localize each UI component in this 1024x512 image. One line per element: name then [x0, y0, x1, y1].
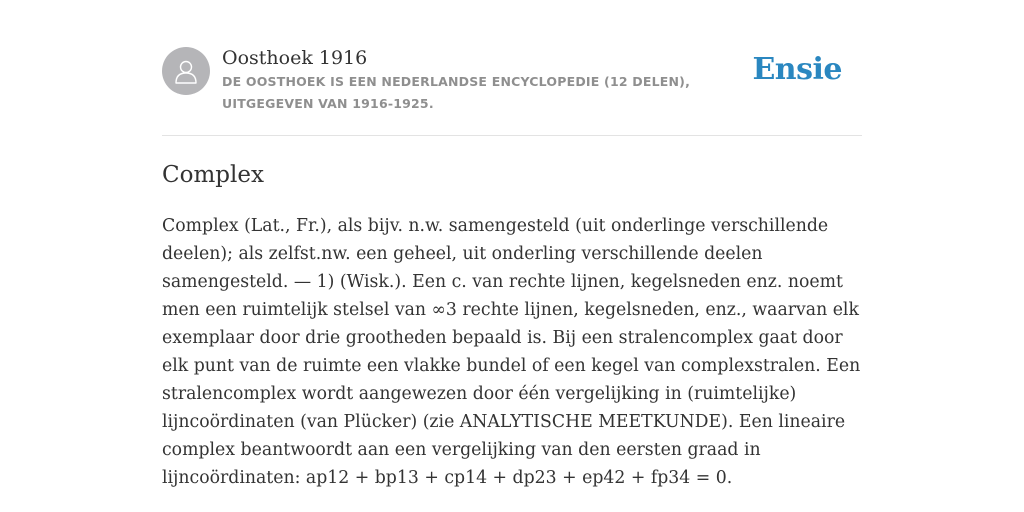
source-info: [222, 45, 762, 115]
source-name[interactable]: Oosthoek 1916: [222, 47, 368, 69]
ensie-logo[interactable]: Ensie: [752, 52, 842, 87]
source-header: [162, 0, 862, 136]
source-description: DE OOSTHOEK IS EEN NEDERLANDSE ENCYCLOPEDIE (12 DELEN), UITGEGEVEN VAN 1916-1925.: [222, 74, 691, 111]
page: [162, 0, 862, 488]
avatar[interactable]: [162, 47, 210, 95]
user-icon: [171, 56, 201, 86]
entry-title: Complex: [162, 162, 264, 188]
entry-body: Complex (Lat., Fr.), als bijv. n.w. samengesteld (uit onderlinge verschillende deelen); als zelfst.nw. een geheel, uit onderling verschillende deelen samengesteld. — 1) (Wisk.). Een c. van rechte lijnen, kegelsneden enz. noemt men een ruimtelijk stelsel van ∞3 rechte lijnen, kegelsneden, enz., waarvan elk exemplaar door drie grootheden bepaald is. Bij een stralencomplex gaat door elk punt van de ruimte een vlakke bundel of een kegel van complexstralen. Een stralencomplex wordt aangewezen door één vergelijking in (ruimtelijke) lijncoördinaten (van Plücker) (zie ANALYTISCHE MEETKUNDE). Een lineaire complex beantwoordt aan een vergelijking van den eersten graad in lijncoördinaten: ap12 + bp13 + cp14 + dp23 + ep42 + fp34 = 0.: [162, 216, 861, 488]
